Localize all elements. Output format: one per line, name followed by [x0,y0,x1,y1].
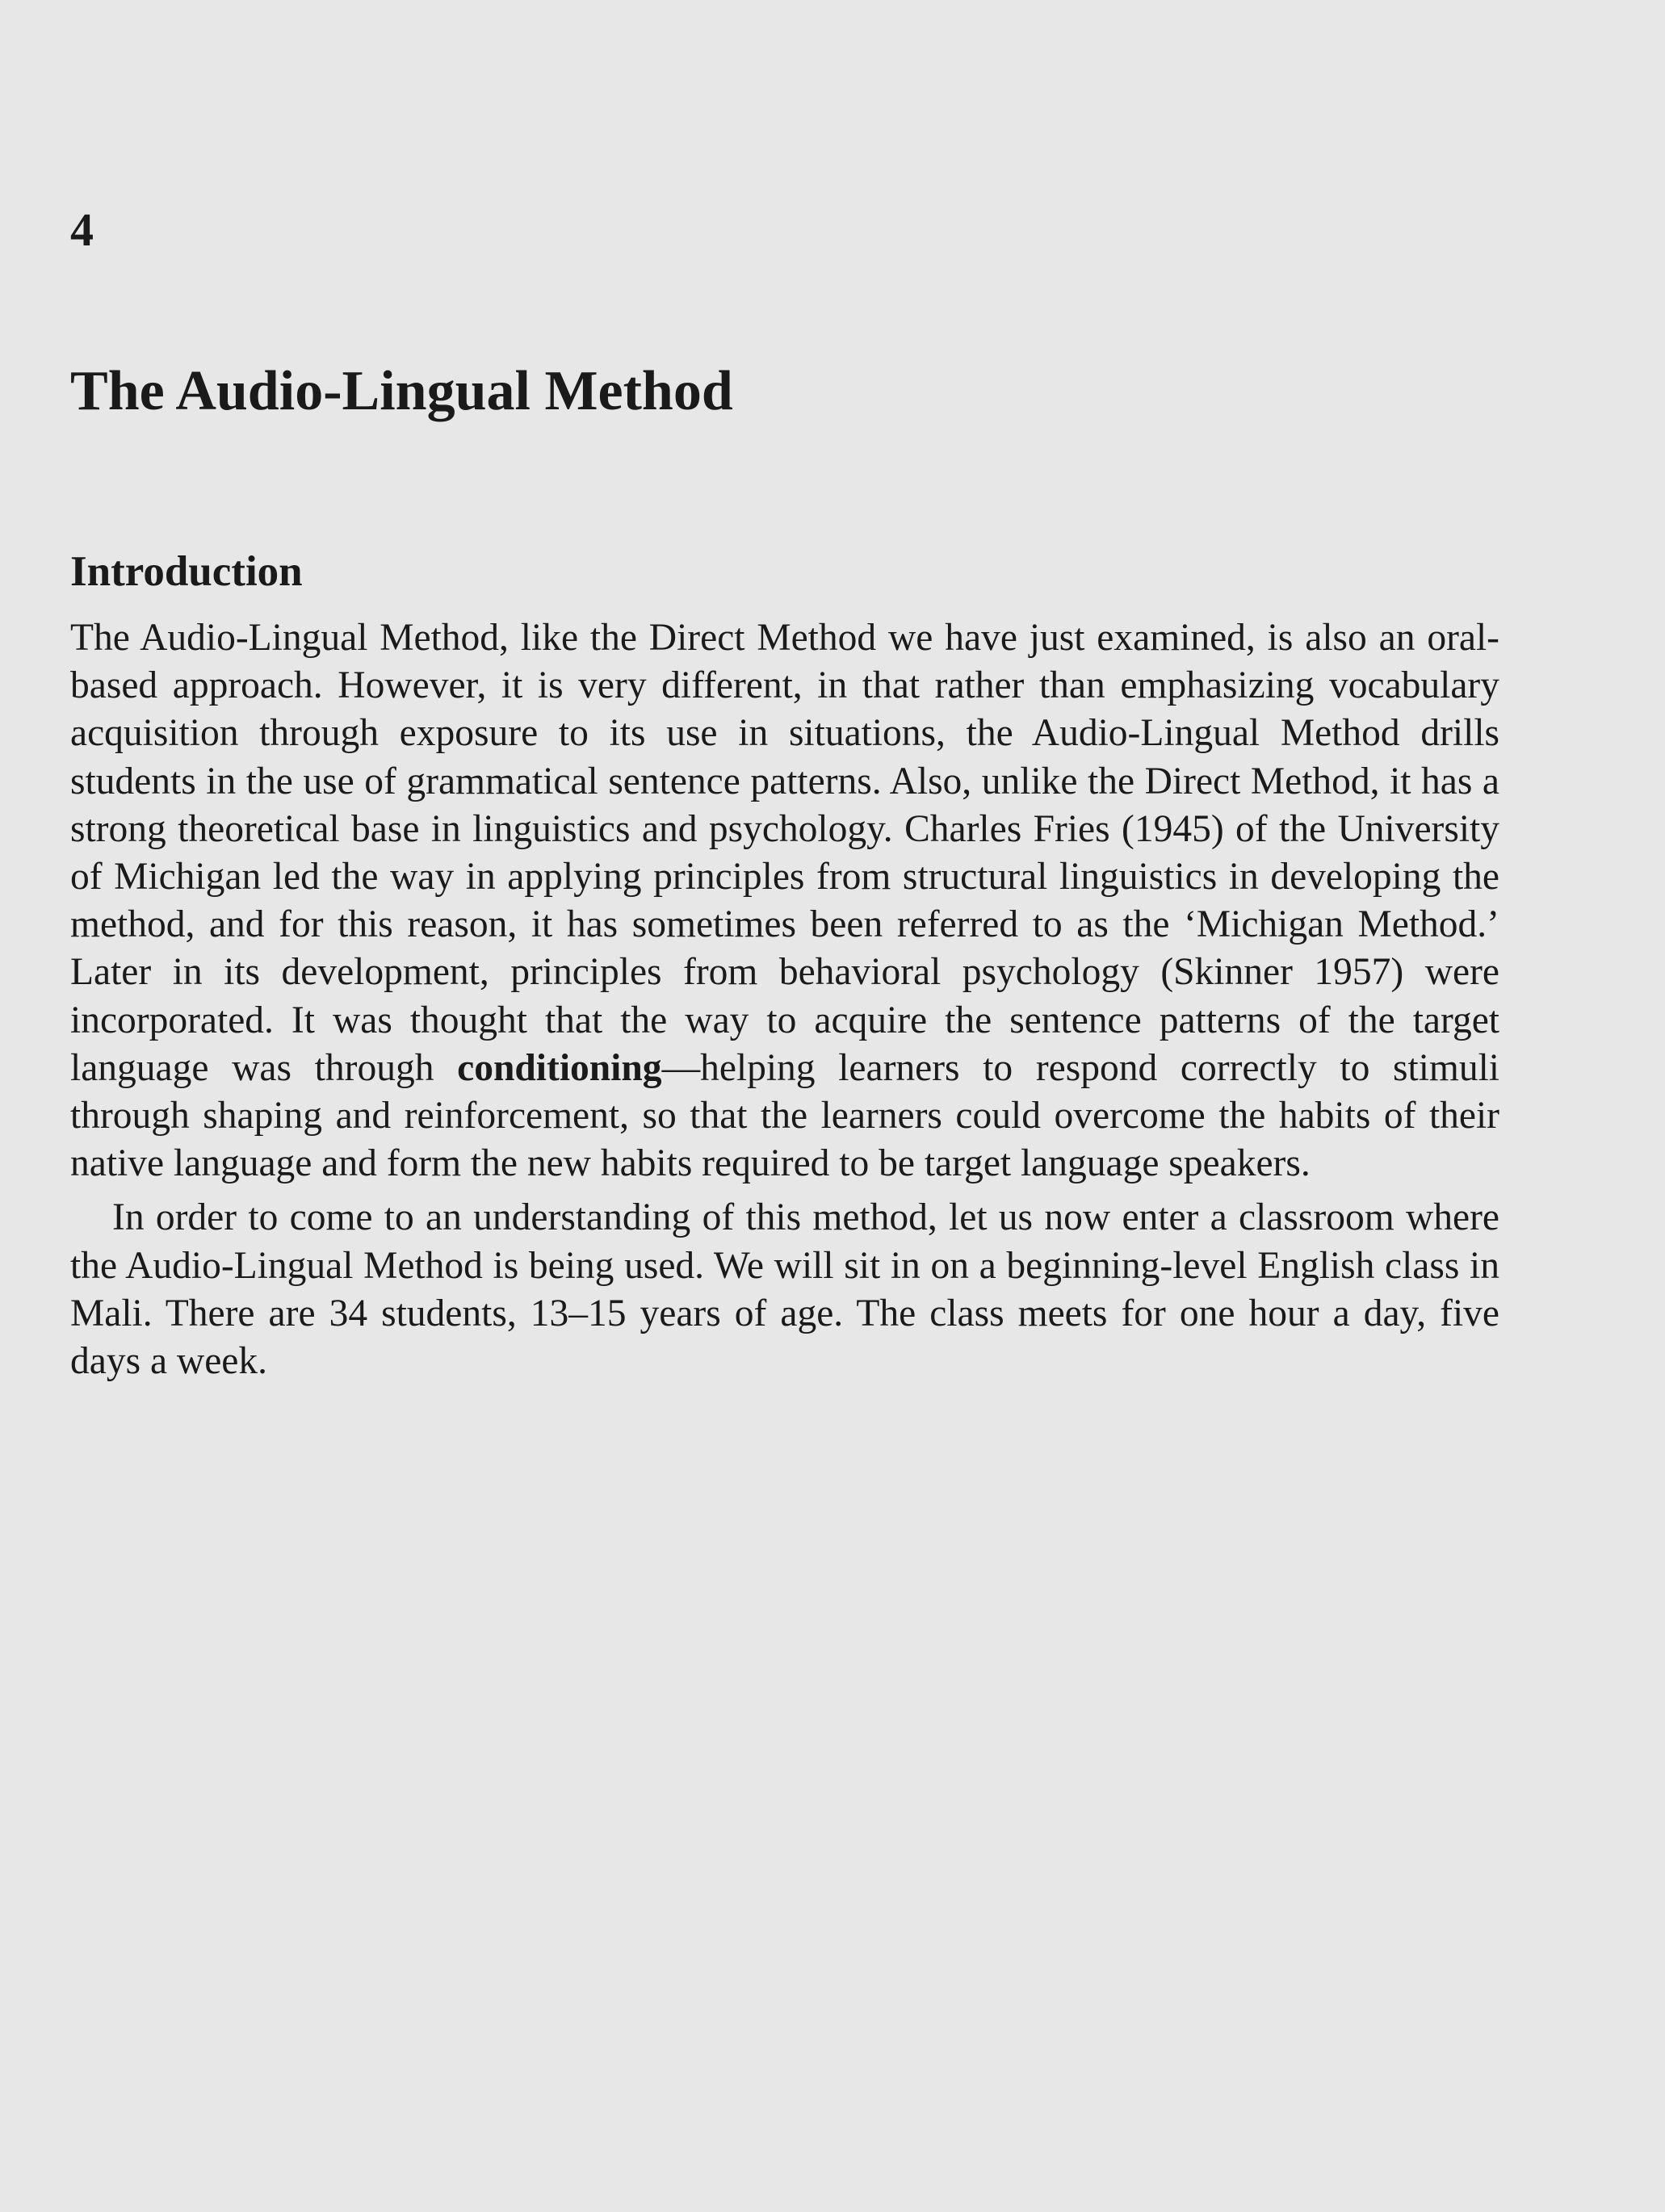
paragraph-1-text-end: —helping learners to respond correctly to stimuli through shaping and reinforcement, so that the learners could overcome the habits of their native language and form the new habits required to be target language speakers. [70,1046,1499,1185]
paragraph-1-text-start: The Audio-Lingual Method, like the Direct Method we have just examined, is also an oral-based approach. However, it is very different, in that rather than emphasizing vocabulary acquisition through exposure to its use in situations, the Audio-Lingual Method drills students in the use of grammatical sentence patterns. Also, unlike the Direct Method, it has a strong theoretical base in linguistics and psychology. Charles Fries (1945) of the University of Michigan led the way in applying principles from structural linguistics in developing the method, and for this reason, it has sometimes been referred to as the ‘Michigan Method.’ Later in its development, principles from behavioral psychology (Skinner 1957) were incorporated. It was thought that the way to acquire the sentence patterns of the target language was through [70,617,1499,1089]
paragraph-2: In order to come to an understanding of this method, let us now enter a classroom where the Audio-Lingual Method is being used. We will sit in on a beginning-level English class in Mali. There are 34 students, 13–15 years of age. The class meets for one hour a day, five days a week. [70,1196,1499,1383]
chapter-title: The Audio-Lingual Method [70,360,733,422]
paragraph-1 [70,614,1499,1188]
chapter-number: 4 [70,203,94,256]
section-heading: Introduction [70,548,303,595]
keyword-conditioning: conditioning [457,1046,662,1089]
body-text [70,614,1499,1392]
